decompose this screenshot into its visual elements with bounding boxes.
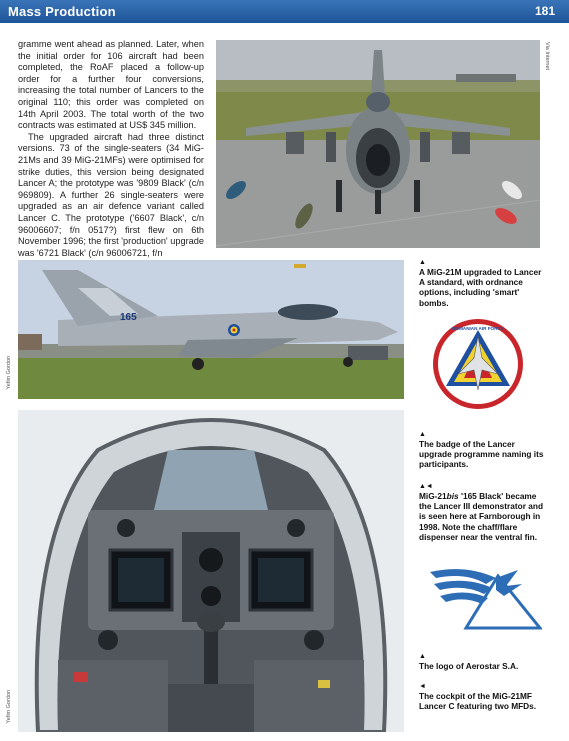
caption-aerostar-logo [419, 652, 547, 671]
photo-credit: Via Internet [544, 42, 550, 71]
page-number: 181 [534, 4, 555, 18]
caption-arrow: ▲ [419, 431, 426, 438]
caption-text: The badge of the Lancer upgrade programme naming its participants. [419, 439, 544, 470]
photo-cockpit-image [18, 410, 404, 732]
caption-text: The logo of Aerostar S.A. [419, 661, 519, 671]
caption-text: A MiG-21M upgraded to Lancer A standard, with ordnance options, including 'smart' bombs. [419, 267, 542, 308]
caption-arrow: ◄ [419, 683, 426, 690]
caption-cockpit [419, 682, 547, 711]
body-text [18, 39, 204, 259]
body-paragraph: gramme went ahead as planned. Later, when the initial order for 106 aircraft had been completed, the RoAF placed a follow-up order for a further four conversions, increasing the total number of Lancers to the original 110; this order was completed on 14th April 2003. The total worth of the two contracts was estimated at US$ 345 million. [18, 39, 204, 131]
section-title: Mass Production [8, 4, 116, 19]
caption-text-italic: bis [446, 491, 459, 501]
page-header [0, 0, 569, 23]
caption-arrow: ▲ [419, 259, 426, 266]
aerostar-logo [426, 560, 542, 630]
caption-lancer-badge [419, 430, 547, 470]
caption-text-pre: MiG-21 [419, 491, 447, 501]
photo-mig21bis-side-image [18, 260, 404, 399]
photo-mig21bis-side [18, 260, 404, 399]
caption-arrow: ▲ [419, 653, 426, 660]
caption-text-post: '165 Black' became the Lancer III demonstrator and is seen here at Farnborough in 1998. Note the chaff/flare dispenser near the ventral fin. [419, 491, 544, 542]
body-paragraph: The upgraded aircraft had three distinct versions. 73 of the single-seaters (34 MiG-21Ms and 39 MiG-21MFs) were optimised for strike duties, this version being designated Lancer A; the prototype was '9809 Black' (c/n 969809). A further 26 single-seaters were upgraded as an air defence variant called Lancer C. The prototype ('6607 Black', c/n 96006607; f/n 0517?) first flew on 6th November 1996; the first 'production' upgrade was '6721 Black' (c/n 96006721, f/n [18, 131, 204, 258]
lancer-badge [432, 318, 524, 410]
caption-arrow: ▲◄ [419, 483, 433, 490]
badge-text: ROMANIAN AIR FORCE [452, 326, 504, 331]
photo-mig21m-front [216, 40, 540, 248]
caption-mig21m-lancer-a [419, 258, 547, 308]
photo-credit: Yefim Gordon [6, 356, 12, 390]
photo-credit: Yefim Gordon [6, 690, 12, 724]
aircraft-marking: 165 [120, 312, 137, 323]
caption-text: The cockpit of the MiG-21MF Lancer C featuring two MFDs. [419, 691, 537, 712]
photo-cockpit [18, 410, 404, 732]
aerostar-logo-image [426, 560, 542, 630]
lancer-badge-emblem [432, 318, 524, 410]
caption-mig21bis-165 [419, 482, 547, 542]
photo-mig21m-front-image [216, 40, 540, 248]
